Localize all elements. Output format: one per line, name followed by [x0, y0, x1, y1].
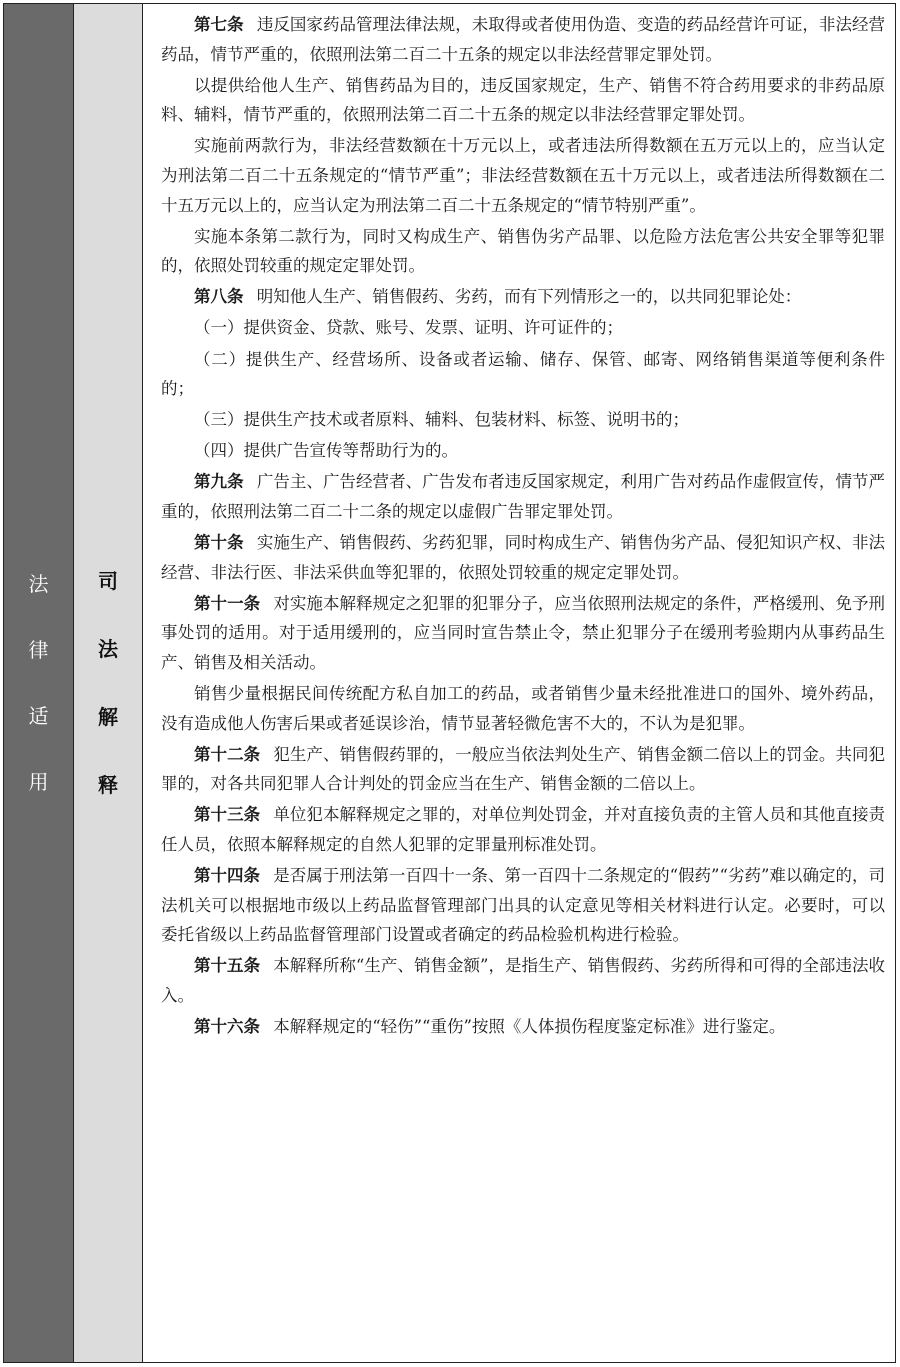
article-paragraph: [161, 345, 885, 404]
article-text: （二）提供生产、经营场所、设备或者运输、储存、保管、邮寄、网络销售渠道等便利条件的；: [161, 349, 885, 399]
article-paragraph: [161, 313, 885, 343]
article-paragraph: [161, 436, 885, 466]
article-paragraph: [161, 740, 885, 799]
article-number: 第九条: [194, 472, 244, 492]
law-column-char: 法: [28, 572, 49, 596]
judicial-column-char: 释: [98, 773, 118, 797]
article-text: （三）提供生产技术或者原料、辅料、包装材料、标签、说明书的；: [194, 410, 689, 430]
article-text: 实施本条第二款行为，同时又构成生产、销售伪劣产品罪、以危险方法危害公共安全罪等犯罪的，依照处罚较重的规定定罪处罚。: [161, 226, 885, 276]
judicial-interpretation-column: [74, 4, 143, 1362]
article-paragraph: [161, 222, 885, 281]
article-text: 对实施本解释规定之犯罪的犯罪分子，应当依照刑法规定的条件，严格缓刑、免予刑事处罚的适用。对于适用缓刑的，应当同时宣告禁止令，禁止犯罪分子在缓刑考验期内从事药品生产、销售及相关活动。: [161, 593, 886, 672]
article-paragraph: [161, 679, 885, 738]
article-number: 第七条: [194, 15, 244, 34]
article-paragraph: [161, 861, 885, 950]
article-text: 明知他人生产、销售假药、劣药，而有下列情形之一的，以共同犯罪论处：: [256, 287, 802, 307]
article-text: 本解释规定的“轻伤”“重伤”按照《人体损伤程度鉴定标准》进行鉴定。: [273, 1017, 786, 1037]
judicial-column-char: 司: [98, 569, 118, 593]
law-application-column: [4, 4, 74, 1362]
article-text-body: [143, 4, 895, 1362]
article-text: 本解释所称“生产、销售金额”，是指生产、销售假药、劣药所得和可得的全部违法收入。: [161, 956, 886, 1005]
article-text: 是否属于刑法第一百四十一条、第一百四十二条规定的“假药”“劣药”难以确定的，司法机关可以根据地市级以上药品监督管理部门出具的认定意见等相关材料进行认定。必要时，可以委托省级以上药品监督管理部门设置或者确定的药品检验机构进行检验。: [161, 866, 886, 945]
judicial-column-char: 法: [98, 637, 118, 661]
article-number: 第八条: [194, 287, 244, 307]
legal-table: [3, 3, 896, 1363]
article-paragraph: [161, 10, 885, 69]
article-number: 第十六条: [194, 1017, 260, 1037]
article-paragraph: [161, 800, 885, 859]
article-number: 第十一条: [194, 593, 261, 613]
article-text: 销售少量根据民间传统配方私自加工的药品，或者销售少量未经批准进口的国外、境外药品，没有造成他人伤害后果或者延误诊治，情节显著轻微危害不大的，不认为是犯罪。: [161, 684, 885, 733]
article-paragraph: [161, 467, 885, 526]
article-text: 实施生产、销售假药、劣药犯罪，同时构成生产、销售伪劣产品、侵犯知识产权、非法经营、非法行医、非法采供血等犯罪的，依照处罚较重的规定定罪处罚。: [161, 533, 886, 582]
article-text: 以提供给他人生产、销售药品为目的，违反国家规定，生产、销售不符合药用要求的非药品原料、辅料，情节严重的，依照刑法第二百二十五条的规定以非法经营罪定罪处罚。: [161, 75, 885, 125]
article-text: 实施前两款行为，非法经营数额在十万元以上，或者违法所得数额在五万元以上的，应当认定为刑法第二百二十五条规定的“情节严重”；非法经营数额在五十万元以上，或者违法所得数额在二十五万元以上的，应当认定为刑法第二百二十五条规定的“情节特别严重”。: [161, 136, 885, 215]
article-paragraph: [161, 131, 885, 220]
article-paragraph: [161, 589, 885, 678]
law-column-char: 律: [28, 638, 49, 662]
judicial-column-char: 解: [98, 705, 118, 729]
article-number: 第十五条: [194, 956, 261, 976]
article-number: 第十三条: [194, 805, 261, 825]
article-text: 违反国家药品管理法律法规，未取得或者使用伪造、变造的药品经营许可证，非法经营药品，情节严重的，依照刑法第二百二十五条的规定以非法经营罪定罪处罚。: [161, 15, 886, 64]
article-text: 犯生产、销售假药罪的，一般应当依法判处生产、销售金额二倍以上的罚金。共同犯罪的，对各共同犯罪人合计判处的罚金应当在生产、销售金额的二倍以上。: [161, 744, 886, 794]
article-text: （四）提供广告宣传等帮助行为的。: [194, 441, 458, 461]
article-paragraph: [161, 405, 885, 435]
article-paragraph: [161, 282, 885, 312]
article-number: 第十条: [194, 533, 244, 553]
law-column-char: 用: [28, 770, 49, 794]
article-paragraph: [161, 951, 885, 1010]
article-text: 广告主、广告经营者、广告发布者违反国家规定，利用广告对药品作虚假宣传，情节严重的，依照刑法第二百二十二条的规定以虚假广告罪定罪处罚。: [161, 472, 886, 521]
law-column-char: 适: [28, 704, 49, 728]
article-paragraph: [161, 1012, 885, 1042]
article-number: 第十二条: [194, 744, 261, 764]
article-paragraph: [161, 528, 885, 587]
article-number: 第十四条: [194, 866, 261, 886]
article-text: （一）提供资金、贷款、账号、发票、证明、许可证件的；: [194, 318, 623, 338]
article-paragraph: [161, 71, 885, 130]
article-text: 单位犯本解释规定之罪的，对单位判处罚金，并对直接负责的主管人员和其他直接责任人员，依照本解释规定的自然人犯罪的定罪量刑标准处罚。: [161, 805, 886, 855]
